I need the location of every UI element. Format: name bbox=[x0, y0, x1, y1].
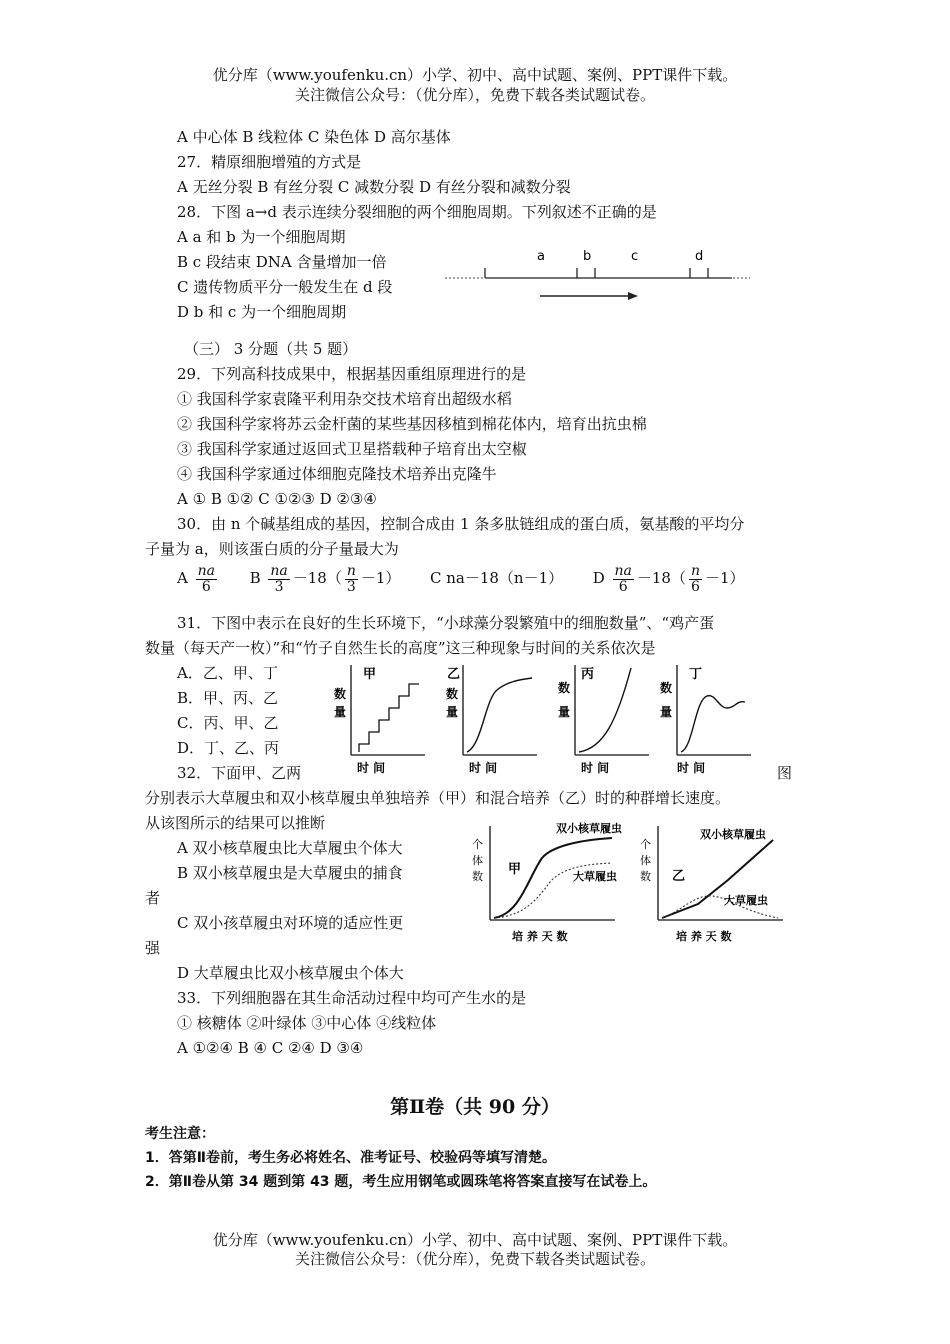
y-label-char: 体 bbox=[640, 854, 651, 867]
q32-line-2: 分别表示大草履虫和双小核草履虫单独培养（甲）和混合培养（乙）时的种群增长速度。 bbox=[145, 789, 731, 807]
part-2-note-2: 2．第Ⅱ卷从第 34 题到第 43 题，考生应用钢笔或圆珠笔将答案直接写在试卷上。 bbox=[145, 1174, 657, 1190]
q30-option-d-fraction bbox=[613, 564, 634, 594]
q27-options: A 无丝分裂 B 有丝分裂 C 减数分裂 D 有丝分裂和减数分裂 bbox=[177, 178, 571, 196]
q30-option-d-tail: －1） bbox=[705, 569, 745, 588]
fraction-denominator: 6 bbox=[201, 578, 211, 595]
q30-option-d-fraction-2 bbox=[689, 564, 702, 594]
q32-option-c: C 双小孩草履虫对环境的适应性更 bbox=[177, 914, 404, 932]
fraction-denominator: 6 bbox=[618, 578, 628, 595]
fraction-denominator: 6 bbox=[691, 578, 700, 595]
x-label: 培 养 天 数 bbox=[512, 930, 568, 943]
q29-item-1: ① 我国科学家袁隆平利用杂交技术培育出超级水稻 bbox=[177, 390, 512, 408]
header-line-2: 关注微信公众号：（优分库），免费下载各类试题试卷。 bbox=[294, 86, 655, 104]
y-label: 数 bbox=[558, 681, 571, 695]
fraction-denominator: 3 bbox=[274, 578, 284, 595]
staircase-curve bbox=[359, 684, 419, 752]
overshoot-curve bbox=[681, 696, 745, 752]
direction-arrow-head bbox=[628, 292, 638, 300]
y-label-char: 体 bbox=[472, 854, 483, 867]
y-label-char: 数 bbox=[472, 870, 483, 883]
y-label-char: 数 bbox=[640, 870, 651, 883]
label-large: 大草履虫 bbox=[724, 894, 768, 907]
q28-option-a: A a 和 b 为一个细胞周期 bbox=[177, 228, 346, 246]
graph-jia-label: 甲 bbox=[508, 862, 522, 877]
q30-option-b-label: B bbox=[249, 569, 261, 588]
q30-option-c: C na－18（n－1） bbox=[429, 569, 564, 588]
fraction-numerator: na bbox=[197, 563, 215, 579]
q30-option-b-fraction-2 bbox=[345, 564, 358, 594]
part-2-title: 第Ⅱ卷（共 90 分） bbox=[390, 1096, 560, 1118]
y-label: 量 bbox=[334, 705, 347, 719]
q30-line-2: 子量为 a，则该蛋白质的分子量最大为 bbox=[145, 540, 399, 558]
section-3-heading: （三） 3 分题（共 5 题） bbox=[184, 340, 358, 358]
graph-ding bbox=[660, 665, 751, 775]
q32-option-c-cont: 强 bbox=[145, 939, 161, 957]
segment-label-d: d bbox=[695, 249, 704, 264]
y-label: 数 bbox=[334, 687, 347, 701]
x-label: 时 间 bbox=[357, 761, 386, 775]
part-2-notice: 考生注意： bbox=[145, 1126, 215, 1142]
q31-option-c: C．丙、甲、乙 bbox=[177, 714, 279, 732]
q29-item-3: ③ 我国科学家通过返回式卫星搭载种子培育出太空椒 bbox=[177, 440, 527, 458]
q28-option-c: C 遗传物质平分一般发生在 d 段 bbox=[177, 278, 393, 296]
q32-line-3: 从该图所示的结果可以推断 bbox=[145, 814, 326, 832]
q30-option-d-label: D bbox=[592, 569, 605, 588]
label-small-nucleus: 双小核草履虫 bbox=[700, 828, 766, 841]
q29-options: A ① B ①② C ①②③ D ②③④ bbox=[177, 490, 377, 508]
cell-cycle-figure bbox=[440, 240, 760, 308]
q33-stem: 33．下列细胞器在其生命活动过程中均可产生水的是 bbox=[177, 989, 527, 1007]
q29-stem: 29．下列高科技成果中，根据基因重组原理进行的是 bbox=[177, 365, 527, 383]
part-2-note-1: 1．答第Ⅱ卷前，考生务必将姓名、准考证号、校验码等填写清楚。 bbox=[145, 1150, 556, 1166]
graph-yi-mixed bbox=[640, 826, 783, 943]
y-label-char: 个 bbox=[640, 838, 651, 851]
footer-line-1: 优分库（www.youfenku.cn）小学、初中、高中试题、案例、PPT课件下载。 bbox=[212, 1231, 738, 1249]
q32-option-b: B 双小核草履虫是大草履虫的捕食 bbox=[177, 864, 403, 882]
q30-line-1: 30．由 n 个碱基组成的基因，控制合成由 1 条多肽链组成的蛋白质，氨基酸的平均分 bbox=[177, 515, 745, 533]
q28-option-b: B c 段结束 DNA 含量增加一倍 bbox=[177, 253, 387, 271]
q30-option-a-label: A bbox=[177, 569, 188, 588]
q31-growth-graphs bbox=[325, 660, 755, 780]
q30-options bbox=[177, 564, 745, 594]
y-label: 数 bbox=[660, 681, 673, 695]
x-label: 培 养 天 数 bbox=[676, 930, 732, 943]
x-label: 时 间 bbox=[469, 761, 498, 775]
y-label: 数 bbox=[446, 687, 459, 701]
q29-item-2: ② 我国科学家将苏云金杆菌的某些基因移植到棉花体内，培育出抗虫棉 bbox=[177, 415, 647, 433]
y-label: 量 bbox=[446, 705, 459, 719]
graph-yi-label: 乙 bbox=[672, 869, 686, 884]
q32-line-1-end: 图 bbox=[777, 764, 793, 782]
label-large: 大草履虫 bbox=[573, 870, 617, 883]
y-label: 量 bbox=[558, 705, 571, 719]
q31-line-2: 数量（每天产一枚）”和“竹子自然生长的高度”这三种现象与时间的关系依次是 bbox=[145, 639, 656, 657]
x-label: 时 间 bbox=[677, 761, 706, 775]
q30-option-b-fraction bbox=[268, 564, 289, 594]
q27-stem: 27．精原细胞增殖的方式是 bbox=[177, 153, 362, 171]
q33-options: A ①②④ B ④ C ②④ D ③④ bbox=[177, 1039, 364, 1057]
q30-option-a-fraction bbox=[196, 564, 217, 594]
footer-line-2: 关注微信公众号：（优分库），免费下载各类试题试卷。 bbox=[294, 1250, 655, 1268]
q28-option-d: D b 和 c 为一个细胞周期 bbox=[177, 303, 347, 321]
fraction-denominator: 3 bbox=[346, 578, 356, 595]
y-label-char: 个 bbox=[472, 838, 483, 851]
q29-item-4: ④ 我国科学家通过体细胞克隆技术培养出克隆牛 bbox=[177, 465, 497, 483]
segment-label-c: c bbox=[631, 249, 639, 264]
q26-options: A 中心体 B 线粒体 C 染色体 D 高尔基体 bbox=[177, 128, 451, 146]
fraction-numerator: na bbox=[270, 563, 288, 579]
x-label: 时 间 bbox=[581, 761, 610, 775]
label-small-nucleus: 双小核草履虫 bbox=[556, 822, 622, 835]
y-label: 量 bbox=[660, 705, 673, 719]
q32-option-d: D 大草履虫比双小核草履虫个体大 bbox=[177, 964, 404, 982]
graph-title: 甲 bbox=[363, 667, 377, 682]
q30-option-d-middle: －18（ bbox=[636, 569, 686, 588]
q31-option-d: D．丁、乙、丙 bbox=[177, 739, 280, 757]
q32-line-1: 32．下面甲、乙两 bbox=[177, 764, 302, 782]
graph-title: 丙 bbox=[581, 667, 595, 682]
q28-stem: 28．下图 a→d 表示连续分裂细胞的两个细胞周期。下列叙述不正确的是 bbox=[177, 203, 657, 221]
q32-population-graphs bbox=[470, 818, 790, 948]
fraction-numerator: n bbox=[690, 563, 700, 579]
q32-option-b-cont: 者 bbox=[145, 889, 161, 907]
header-line-1: 优分库（www.youfenku.cn）小学、初中、高中试题、案例、PPT课件下载。 bbox=[212, 66, 738, 84]
s-curve bbox=[467, 678, 532, 752]
q30-option-b-middle: －18（ bbox=[292, 569, 342, 588]
graph-yi bbox=[446, 665, 537, 775]
segment-label-a: a bbox=[537, 249, 545, 264]
segment-label-b: b bbox=[583, 249, 592, 264]
graph-title: 丁 bbox=[689, 667, 703, 682]
q31-option-b: B．甲、丙、乙 bbox=[177, 689, 279, 707]
q30-option-b-tail: －1） bbox=[360, 569, 401, 588]
graph-title: 乙 bbox=[447, 667, 461, 682]
fraction-numerator: n bbox=[346, 563, 356, 579]
fraction-numerator: na bbox=[614, 563, 632, 579]
graph-jia bbox=[334, 665, 425, 775]
q31-line-1: 31．下图中表示在良好的生长环境下，“小球藻分裂繁殖中的细胞数量”、“鸡产蛋 bbox=[177, 614, 715, 632]
graph-bing bbox=[558, 665, 649, 775]
graph-jia-separate bbox=[472, 821, 622, 943]
q32-option-a: A 双小核草履虫比大草履虫个体大 bbox=[177, 839, 403, 857]
q31-option-a: A．乙、甲、丁 bbox=[177, 664, 278, 682]
q33-items: ① 核糖体 ②叶绿体 ③中心体 ④线粒体 bbox=[177, 1014, 437, 1032]
